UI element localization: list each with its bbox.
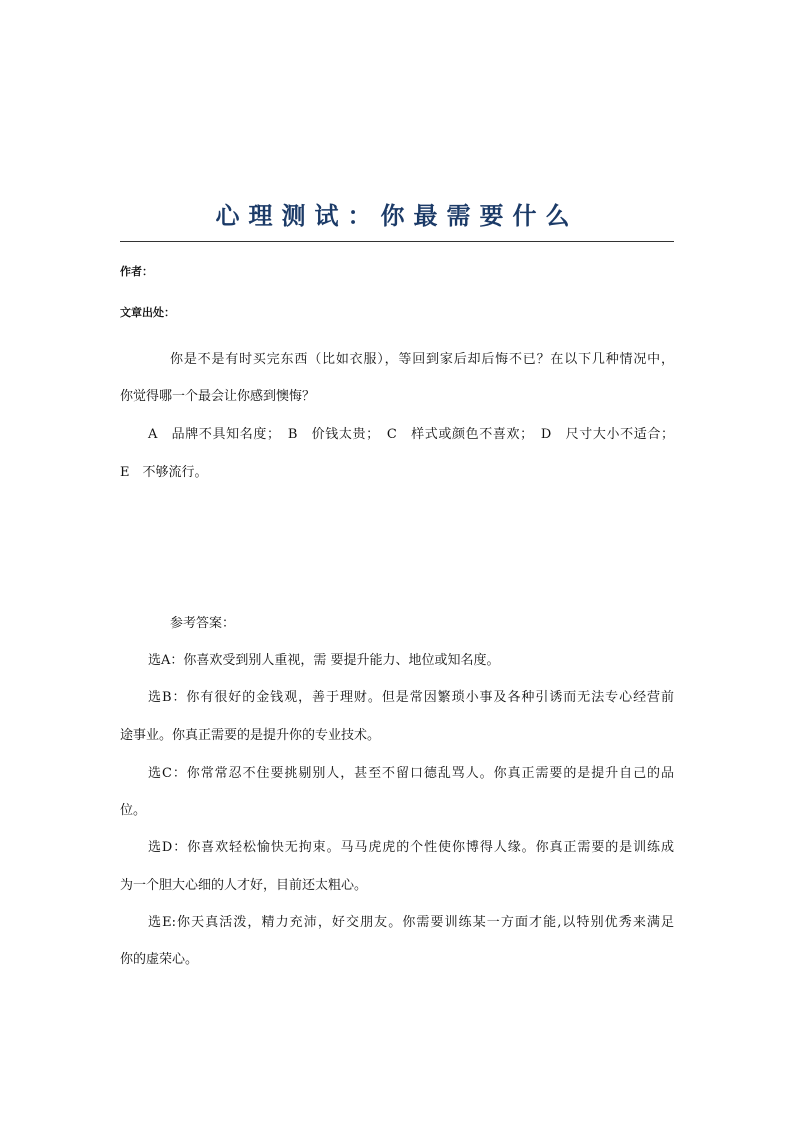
title-divider	[120, 241, 674, 242]
options-line-2: E 不够流行。	[120, 465, 208, 480]
question-line-2: 你觉得哪一个最会让你感到懊悔？	[120, 389, 316, 404]
answer-d-line-1: 选D：你喜欢轻松愉快无拘束。马马虎虎的个性使你博得人缘。你真正需要的是训练成	[148, 840, 674, 855]
source-label: 文章出处：	[120, 306, 175, 319]
answer-c-line-1: 选C：你常常忍不住要挑剔别人，甚至不留口德乱骂人。你真正需要的是提升自己的品	[148, 766, 674, 781]
answer-d-line-2: 为一个胆大心细的人才好，目前还太粗心。	[120, 878, 368, 893]
answer-e-line-1: 选E:你天真活泼，精力充沛，好交朋友。你需要训练某一方面才能,以特别优秀来满足	[148, 915, 674, 930]
author-label: 作者：	[120, 265, 153, 278]
answer-b-line-1: 选B：你有很好的金钱观，善于理财。但是常因繁琐小事及各种引诱而无法专心经营前	[148, 690, 674, 705]
page-title: 心理测试：你最需要什么	[215, 202, 579, 230]
answer-b-line-2: 途事业。你真正需要的是提升你的专业技术。	[120, 728, 381, 743]
answers-heading: 参考答案：	[170, 616, 236, 631]
options-line-1: A 品牌不具知名度； B 价钱太贵； C 样式或颜色不喜欢； D 尺寸大小不适合；	[148, 427, 674, 442]
answer-a: 选A：你喜欢受到别人重视，需 要提升能力、地位或知名度。	[148, 653, 500, 668]
answer-c-line-2: 位。	[120, 803, 147, 818]
question-line-1: 你是不是有时买完东西（比如衣服），等回到家后却后悔不已？在以下几种情况中，	[170, 352, 674, 367]
answer-e-line-2: 你的虚荣心。	[120, 952, 199, 967]
